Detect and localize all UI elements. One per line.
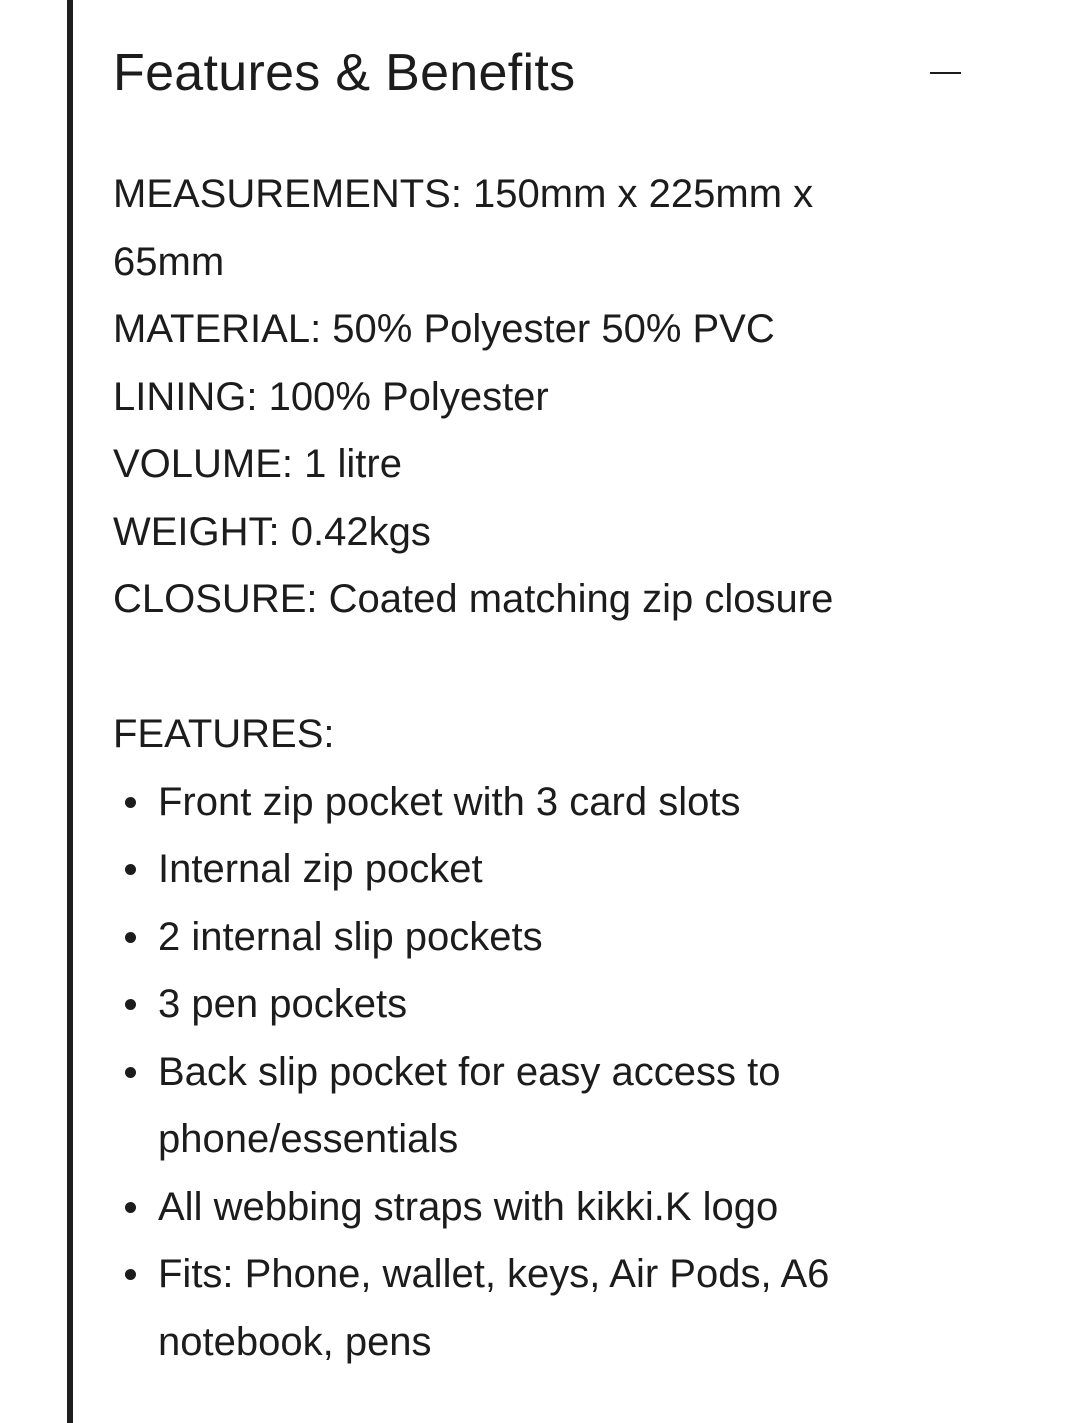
spacer [113,634,993,702]
feature-text: 3 pen pockets [158,982,408,1026]
bullet-icon [125,797,136,808]
bullet-icon [125,999,136,1010]
accordion-title: Features & Benefits [113,44,576,102]
feature-text: Front zip pocket with 3 card slots [158,779,741,824]
list-item [113,1241,918,1376]
spec-closure: CLOSURE: Coated matching zip closure [113,577,834,621]
feature-text: All webbing straps with kikki.K logo [158,1184,779,1229]
features-list [113,769,993,1377]
list-item [113,904,918,972]
list-item [113,1174,918,1242]
left-border-rule [67,0,73,1423]
spec-measurements: MEASUREMENTS: 150mm x 225mm x 65mm [113,172,814,284]
features-benefits-accordion [113,0,993,1364]
list-item [113,971,918,1039]
bullet-icon [125,1202,136,1213]
bullet-icon [125,1067,136,1078]
features-heading: FEATURES: [113,712,335,756]
minus-icon[interactable] [928,52,964,92]
spec-lining: LINING: 100% Polyester [113,374,549,419]
spec-volume: VOLUME: 1 litre [113,442,402,486]
feature-text: Internal zip pocket [158,847,483,891]
list-item [113,769,918,837]
accordion-body [113,161,993,1376]
bullet-icon [125,1269,136,1280]
feature-text: 2 internal slip pockets [158,914,543,959]
spec-material: MATERIAL: 50% Polyester 50% PVC [113,307,775,351]
list-item [113,836,918,904]
feature-text: Fits: Phone, wallet, keys, Air Pods, A6 notebook, pens [158,1252,830,1364]
list-item [113,1039,918,1174]
bullet-icon [125,864,136,875]
bullet-icon [125,932,136,943]
accordion-header[interactable] [113,0,993,140]
feature-text: Back slip pocket for easy access to phone/essentials [158,1049,781,1161]
spec-weight: WEIGHT: 0.42kgs [113,509,431,554]
specs-block [113,161,993,634]
